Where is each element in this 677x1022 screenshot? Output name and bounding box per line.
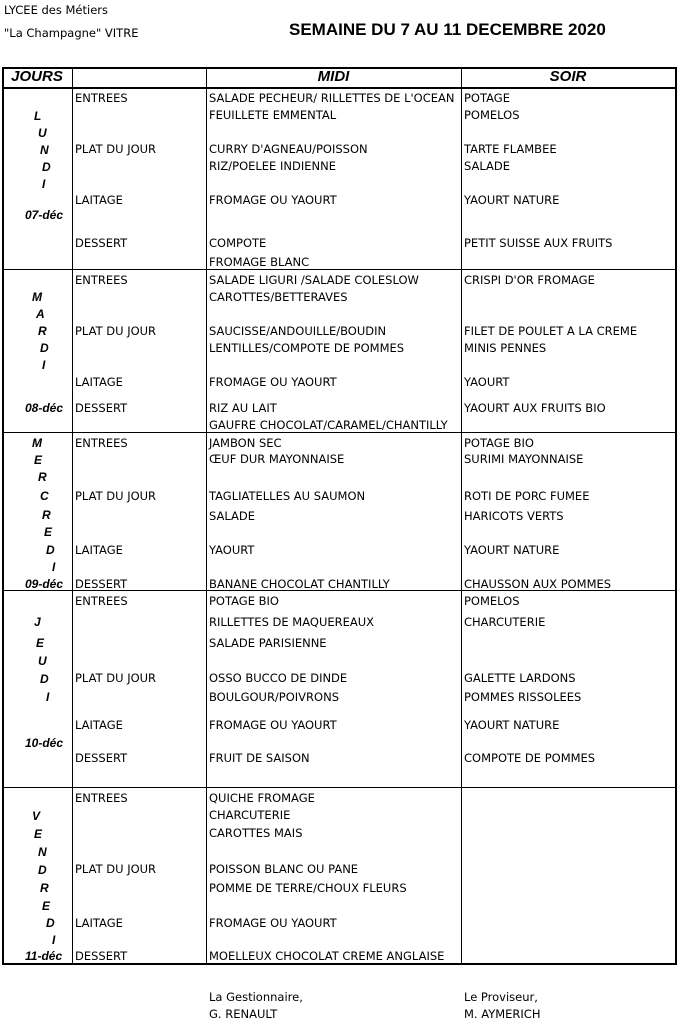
midi-item: FEUILLETE EMMENTAL	[209, 108, 337, 122]
school-subtitle: "La Champagne" VITRE	[4, 26, 139, 40]
midi-item: LENTILLES/COMPOTE DE POMMES	[209, 341, 405, 355]
soir-item: POMELOS	[464, 108, 520, 122]
day-date: 11-déc	[25, 949, 63, 963]
midi-item: RIZ/POELEE INDIENNE	[209, 159, 336, 173]
midi-item: ŒUF DUR MAYONNAISE	[209, 452, 345, 466]
soir-item: SALADE	[464, 159, 511, 173]
category-dessert: DESSERT	[75, 949, 128, 963]
midi-item: FROMAGE OU YAOURT	[209, 375, 337, 389]
page-title: SEMAINE DU 7 AU 11 DECEMBRE 2020	[289, 20, 606, 39]
midi-item: SALADE PARISIENNE	[209, 636, 327, 650]
day-letter: J	[34, 615, 41, 629]
midi-item: OSSO BUCCO DE DINDE	[209, 671, 348, 685]
soir-item: YAOURT NATURE	[464, 543, 560, 557]
day-letter: D	[46, 916, 55, 930]
day-letter: D	[46, 543, 55, 557]
midi-item: TAGLIATELLES AU SAUMON	[209, 489, 366, 503]
day-letter: R	[38, 470, 47, 484]
category-laitage: LAITAGE	[75, 718, 123, 732]
column-header-midi: MIDI	[317, 68, 350, 85]
day-letter: A	[36, 307, 45, 321]
midi-item: SAUCISSE/ANDOUILLE/BOUDIN	[209, 324, 387, 338]
midi-item: RIZ AU LAIT	[209, 401, 277, 415]
category-plat: PLAT DU JOUR	[75, 142, 157, 156]
midi-item: POISSON BLANC OU PANE	[209, 862, 359, 876]
col-divider	[72, 67, 73, 964]
day-date: 09-déc	[25, 577, 64, 591]
midi-item: SALADE LIGURI /SALADE COLESLOW	[209, 273, 419, 287]
table-left-border	[2, 67, 4, 965]
midi-item: FROMAGE BLANC	[209, 255, 310, 269]
day-letter: N	[40, 143, 49, 157]
day-letter: E	[44, 525, 53, 539]
midi-item: FRUIT DE SAISON	[209, 751, 310, 765]
midi-item: SALADE	[209, 509, 256, 523]
category-dessert: DESSERT	[75, 236, 128, 250]
day-letter: D	[42, 160, 51, 174]
midi-item: QUICHE FROMAGE	[209, 791, 315, 805]
soir-item: POMMES RISSOLEES	[464, 690, 582, 704]
day-letter: U	[38, 126, 47, 140]
category-laitage: LAITAGE	[75, 193, 123, 207]
day-letter: I	[42, 177, 46, 191]
category-laitage: LAITAGE	[75, 916, 123, 930]
soir-item: POTAGE BIO	[464, 436, 534, 450]
gestionnaire-name: G. RENAULT	[209, 1007, 278, 1021]
midi-item: RILLETTES DE MAQUEREAUX	[209, 615, 375, 629]
day-letter: D	[40, 672, 49, 686]
day-letter: D	[40, 341, 49, 355]
day-letter: R	[40, 881, 49, 895]
category-dessert: DESSERT	[75, 751, 128, 765]
category-entrees: ENTREES	[75, 91, 128, 105]
column-header-soir: SOIR	[549, 68, 587, 85]
soir-item: HARICOTS VERTS	[464, 509, 564, 523]
midi-item: POMME DE TERRE/CHOUX FLEURS	[209, 881, 407, 895]
day-date: 07-déc	[25, 208, 64, 222]
soir-item: COMPOTE DE POMMES	[464, 751, 596, 765]
soir-item: GALETTE LARDONS	[464, 671, 576, 685]
soir-item: ROTI DE PORC FUMEE	[464, 489, 590, 503]
day-letter: L	[34, 109, 42, 123]
day-letter: I	[52, 933, 56, 947]
category-entrees: ENTREES	[75, 436, 128, 450]
day-letter: M	[32, 436, 42, 450]
day-letter: N	[38, 845, 47, 859]
midi-item: JAMBON SEC	[209, 436, 282, 450]
midi-item: COMPOTE	[209, 236, 267, 250]
day-letter: C	[40, 489, 49, 503]
soir-item: CHARCUTERIE	[464, 615, 546, 629]
soir-item: YAOURT	[464, 375, 510, 389]
col-divider	[461, 67, 462, 964]
day-letter: D	[38, 863, 47, 877]
day-letter: U	[38, 654, 47, 668]
day-letter: I	[52, 560, 56, 574]
midi-item: BOULGOUR/POIVRONS	[209, 690, 339, 704]
midi-item: SALADE PECHEUR/ RILLETTES DE L'OCEAN	[209, 91, 455, 105]
category-laitage: LAITAGE	[75, 375, 123, 389]
midi-item: FROMAGE OU YAOURT	[209, 916, 337, 930]
category-dessert: DESSERT	[75, 401, 128, 415]
day-letter: E	[36, 636, 45, 650]
row-divider	[2, 269, 677, 270]
soir-item: YAOURT AUX FRUITS BIO	[464, 401, 606, 415]
day-letter: R	[42, 508, 51, 522]
day-date: 08-déc	[25, 401, 64, 415]
soir-item: CHAUSSON AUX POMMES	[464, 577, 612, 591]
soir-item: PETIT SUISSE AUX FRUITS	[464, 236, 613, 250]
soir-item: POMELOS	[464, 594, 520, 608]
soir-item: CRISPI D'OR FROMAGE	[464, 273, 595, 287]
category-plat: PLAT DU JOUR	[75, 324, 157, 338]
proviseur-name: M. AYMERICH	[464, 1007, 541, 1021]
category-plat: PLAT DU JOUR	[75, 671, 157, 685]
table-bottom-border	[2, 963, 677, 965]
soir-item: YAOURT NATURE	[464, 718, 560, 732]
proviseur-role: Le Proviseur,	[464, 990, 538, 1004]
midi-item: CURRY D'AGNEAU/POISSON	[209, 142, 368, 156]
day-letter: V	[32, 809, 41, 823]
category-dessert: DESSERT	[75, 577, 128, 591]
school-name: LYCEE des Métiers	[4, 3, 109, 17]
soir-item: TARTE FLAMBEE	[464, 142, 557, 156]
midi-item: GAUFRE CHOCOLAT/CARAMEL/CHANTILLY	[209, 418, 448, 432]
midi-item: CHARCUTERIE	[209, 808, 291, 822]
midi-item: CAROTTES MAIS	[209, 826, 303, 840]
midi-item: BANANE CHOCOLAT CHANTILLY	[209, 577, 390, 591]
day-letter: E	[34, 453, 43, 467]
category-plat: PLAT DU JOUR	[75, 489, 157, 503]
day-letter: R	[38, 324, 47, 338]
midi-item: CAROTTES/BETTERAVES	[209, 290, 348, 304]
midi-item: FROMAGE OU YAOURT	[209, 718, 337, 732]
soir-item: YAOURT NATURE	[464, 193, 560, 207]
day-letter: I	[42, 358, 46, 372]
column-header-jours: JOURS	[11, 68, 63, 85]
header-bottom-border	[2, 87, 677, 89]
day-letter: E	[34, 827, 43, 841]
day-letter: E	[42, 899, 51, 913]
soir-item: MINIS PENNES	[464, 341, 547, 355]
midi-item: POTAGE BIO	[209, 594, 279, 608]
col-divider	[206, 67, 207, 964]
day-date: 10-déc	[25, 736, 64, 750]
category-laitage: LAITAGE	[75, 543, 123, 557]
category-entrees: ENTREES	[75, 273, 128, 287]
row-divider	[2, 787, 677, 788]
category-plat: PLAT DU JOUR	[75, 862, 157, 876]
category-entrees: ENTREES	[75, 791, 128, 805]
midi-item: FROMAGE OU YAOURT	[209, 193, 337, 207]
row-divider	[2, 432, 677, 433]
soir-item: POTAGE	[464, 91, 510, 105]
day-letter: I	[46, 690, 50, 704]
soir-item: FILET DE POULET A LA CREME	[464, 324, 638, 338]
category-entrees: ENTREES	[75, 594, 128, 608]
soir-item: SURIMI MAYONNAISE	[464, 452, 584, 466]
day-letter: M	[32, 290, 42, 304]
gestionnaire-role: La Gestionnaire,	[209, 990, 303, 1004]
midi-item: MOELLEUX CHOCOLAT CREME ANGLAISE	[209, 949, 445, 963]
midi-item: YAOURT	[209, 543, 255, 557]
